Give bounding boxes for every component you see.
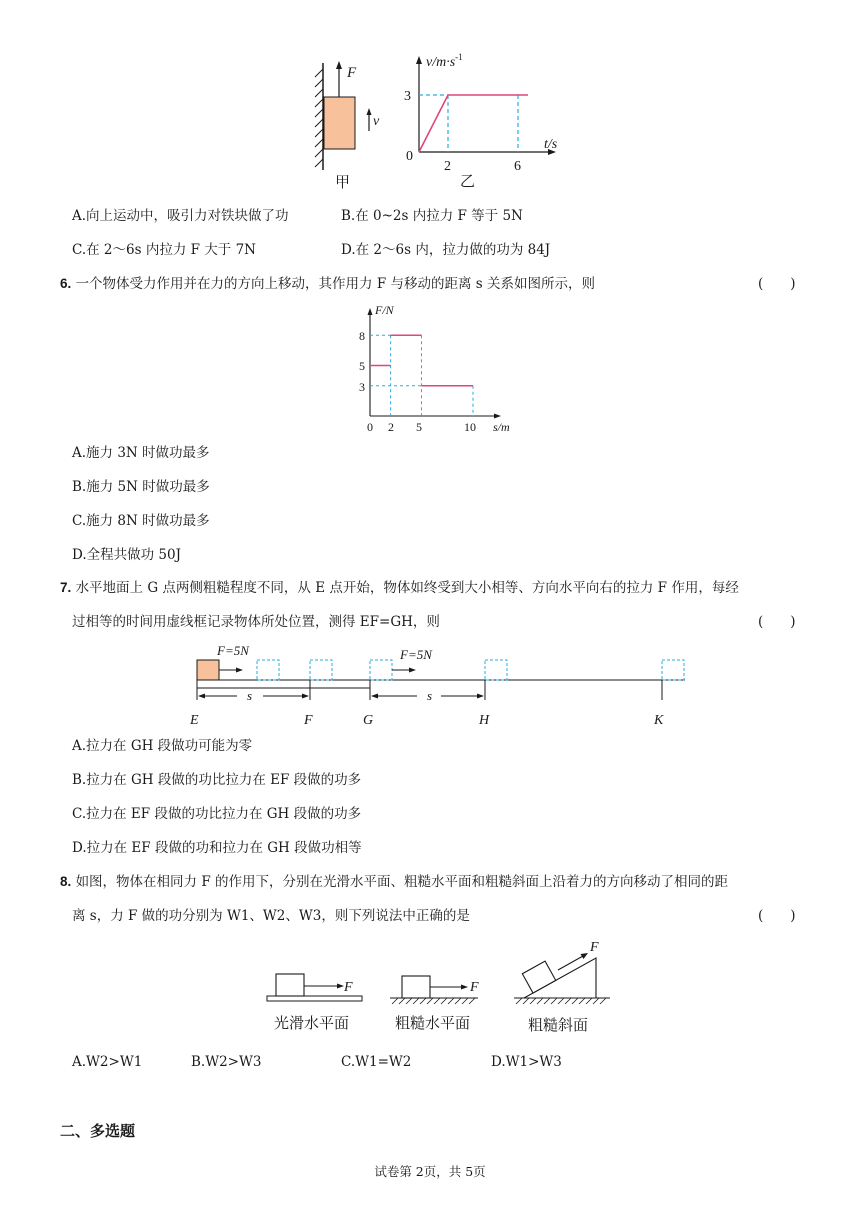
q5-y-axis-label: $v/m\cdot s^{-1}$ — [426, 52, 463, 70]
q6-x-tick-2: 2 — [388, 420, 394, 434]
q6-y-tick-3: 3 — [359, 380, 365, 394]
q6-stem-text: 一个物体受力作用并在力的方向上移动，其作用力 F 与移动的距离 s 关系如图所示，则 — [75, 276, 596, 292]
q8-force-label-3: F — [590, 940, 599, 955]
q6-stem — [60, 274, 595, 294]
q8-force-label-2: F — [470, 980, 479, 995]
q7-option-b: B.拉力在 GH 段做的功比拉力在 EF 段做的功多 — [72, 772, 362, 788]
q6-option-a: A.施力 3N 时做功最多 — [72, 445, 210, 461]
q5-option-b: B.在 0~2s 内拉力 F 等于 5N — [341, 208, 523, 224]
q6-x-axis-label: s/m — [493, 420, 510, 434]
q8-stem-line1: 8. 如图，物体在相同力 F 的作用下，分别在光滑水平面、粗糙水平面和粗糙斜面上沿着力的方向移动了相同的距 — [60, 874, 729, 890]
q7-point-e: E — [190, 713, 199, 728]
q7-point-g: G — [363, 713, 374, 728]
q7-stem-line1: 7. 水平地面上 G 点两侧粗糙程度不同，从 E 点开始，物体如终受到大小相等、方向水平向右的拉力 F 作用，每经 — [60, 580, 739, 596]
q6-option-b: B.施力 5N 时做功最多 — [72, 479, 210, 495]
q6-x-tick-5: 5 — [416, 420, 422, 434]
q8-option-d: D.W1>W3 — [491, 1054, 562, 1070]
q7-answer-bracket: ( ) — [758, 614, 796, 630]
q7-force-label-1: F=5N — [217, 643, 249, 658]
page-footer: 试卷第 2页，共 5页 — [374, 1164, 486, 1179]
q6-chart — [355, 300, 525, 438]
q8-number: 8. — [60, 874, 72, 889]
q6-number: 6. — [60, 276, 72, 291]
q7-option-c: C.拉力在 EF 段做的功比拉力在 GH 段做的功多 — [72, 806, 362, 822]
q5-figure-jia — [305, 55, 385, 195]
q5-figure-yi — [400, 48, 575, 193]
q8-caption-incline: 粗糙斜面 — [528, 1016, 589, 1034]
q7-s-label-2: s — [427, 688, 433, 703]
q7-number: 7. — [60, 580, 72, 595]
q7-point-k: K — [654, 713, 664, 728]
q8-stem-line2: 离 s，力 F 做的功分别为 W1、W2、W3，则下列说法中正确的是 — [72, 908, 470, 924]
q7-option-d: D.拉力在 EF 段做的功和拉力在 GH 段做功相等 — [72, 840, 362, 856]
q5-option-c: C.在 2～6s 内拉力 F 大于 7N — [72, 242, 256, 258]
q5-velocity-label: v — [373, 114, 380, 129]
q8-option-a: A.W2>W1 — [72, 1054, 143, 1070]
q5-x-tick-6: 6 — [514, 159, 521, 174]
q8-option-b: B.W2>W3 — [191, 1054, 262, 1070]
q6-y-tick-8: 8 — [359, 329, 365, 343]
q6-y-tick-5: 5 — [359, 359, 365, 373]
q5-x-axis-label: t/s — [544, 137, 558, 152]
q8-caption-smooth: 光滑水平面 — [274, 1014, 350, 1032]
q5-option-d: D.在 2～6s 内，拉力做的功为 84J — [341, 242, 551, 258]
q7-point-h: H — [479, 713, 490, 728]
q7-option-a: A.拉力在 GH 段做功可能为零 — [72, 738, 253, 754]
q5-caption-yi: 乙 — [460, 172, 476, 190]
q5-option-a: A.向上运动中，吸引力对铁块做了功 — [72, 208, 289, 224]
q8-answer-bracket: ( ) — [758, 908, 796, 924]
q6-x-tick-0: 0 — [367, 420, 373, 434]
q6-option-d: D.全程共做功 50J — [72, 547, 182, 563]
q6-answer-bracket: ( ) — [758, 276, 796, 292]
q8-force-label-1: F — [344, 980, 353, 995]
q5-caption-jia: 甲 — [335, 173, 351, 191]
q6-option-c: C.施力 8N 时做功最多 — [72, 513, 210, 529]
q5-origin: 0 — [406, 149, 413, 164]
q8-option-c: C.W1=W2 — [341, 1054, 412, 1070]
q8-figure — [262, 938, 617, 1038]
q7-point-f: F — [304, 713, 313, 728]
q6-y-axis-label: F/N — [375, 303, 394, 317]
q7-figure — [185, 642, 695, 734]
q7-stem-line2: 过相等的时间用虚线框记录物体所处位置，测得 EF=GH，则 — [72, 614, 440, 630]
q7-s-label-1: s — [247, 688, 253, 703]
q7-force-label-2: F=5N — [400, 647, 432, 662]
q5-x-tick-2: 2 — [444, 159, 451, 174]
q6-x-tick-10: 10 — [464, 420, 476, 434]
q5-force-label: F — [347, 65, 357, 81]
q8-caption-rough: 粗糙水平面 — [395, 1014, 471, 1032]
q5-y-tick-3: 3 — [404, 89, 411, 104]
section-title-multiple-choice: 二、多选题 — [60, 1123, 136, 1140]
